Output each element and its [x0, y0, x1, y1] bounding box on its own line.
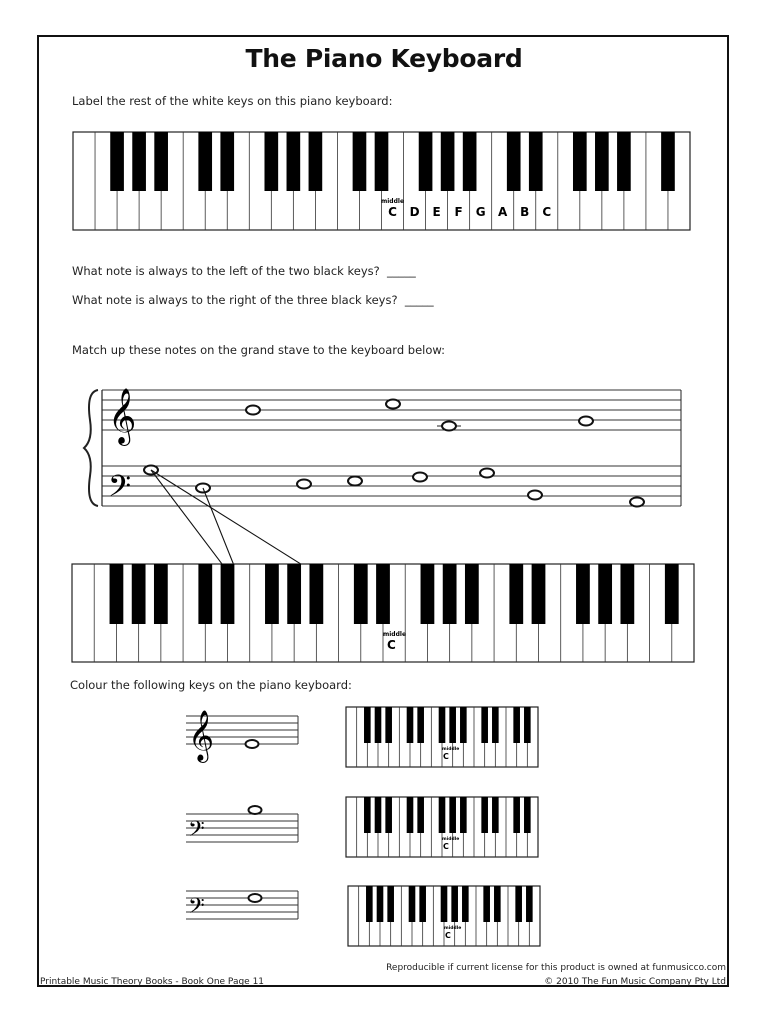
black-key[interactable] [465, 564, 479, 624]
black-key[interactable] [264, 132, 278, 191]
white-key-label: C [542, 205, 552, 219]
keyboard-match-exercise[interactable] [72, 564, 694, 662]
small-keyboard[interactable] [348, 886, 540, 946]
whole-note[interactable] [348, 477, 362, 486]
whole-note[interactable] [442, 422, 456, 431]
black-key[interactable] [287, 132, 301, 191]
small-keyboard[interactable] [346, 797, 538, 857]
black-key[interactable] [665, 564, 679, 624]
black-key[interactable] [364, 707, 371, 743]
footer-copyright: © 2010 The Fun Music Company Pty Ltd [544, 977, 726, 987]
instruction-match-notes: Match up these notes on the grand stave to the keyboard below: [72, 343, 446, 357]
black-key[interactable] [132, 132, 146, 191]
black-key[interactable] [417, 707, 424, 743]
black-key[interactable] [407, 797, 414, 833]
black-key[interactable] [492, 707, 499, 743]
brace [84, 390, 98, 506]
black-key[interactable] [354, 564, 368, 624]
treble-clef-icon: 𝄞 [108, 388, 137, 444]
treble-clef-icon: 𝄞 [188, 710, 215, 761]
black-key[interactable] [407, 707, 414, 743]
footer-license: Reproducible if current license for this product is owned at funmusicco.com [386, 963, 726, 973]
black-key[interactable] [595, 132, 609, 191]
black-key[interactable] [481, 707, 488, 743]
middle-word: middle [381, 198, 405, 205]
black-key[interactable] [524, 707, 531, 743]
whole-note[interactable] [413, 473, 427, 482]
black-key[interactable] [376, 564, 390, 624]
white-key-label: C [388, 205, 397, 219]
black-key[interactable] [463, 132, 477, 191]
black-key[interactable] [598, 564, 612, 624]
black-key[interactable] [483, 886, 490, 922]
black-key[interactable] [198, 564, 212, 624]
black-key[interactable] [198, 132, 212, 191]
black-key[interactable] [661, 132, 675, 191]
black-key[interactable] [529, 132, 543, 191]
middle-word: middle [442, 747, 460, 752]
whole-note[interactable] [249, 894, 262, 902]
black-key[interactable] [309, 564, 323, 624]
black-key[interactable] [462, 886, 469, 922]
black-key[interactable] [573, 132, 587, 191]
bass-clef-icon: 𝄢 [188, 817, 205, 847]
black-key[interactable] [154, 564, 168, 624]
black-key[interactable] [441, 886, 448, 922]
black-key[interactable] [366, 886, 373, 922]
black-key[interactable] [507, 132, 521, 191]
black-key[interactable] [524, 797, 531, 833]
black-key[interactable] [620, 564, 634, 624]
bass-clef-icon: 𝄢 [188, 894, 205, 924]
instruction-label-keys: Label the rest of the white keys on this piano keyboard: [72, 94, 393, 108]
black-key[interactable] [421, 564, 435, 624]
middle-c-label: C [445, 931, 451, 940]
black-key[interactable] [353, 132, 367, 191]
black-key[interactable] [492, 797, 499, 833]
black-key[interactable] [443, 564, 457, 624]
whole-note[interactable] [386, 400, 400, 409]
black-key[interactable] [439, 797, 446, 833]
black-key[interactable] [220, 132, 234, 191]
small-keyboard[interactable] [346, 707, 538, 767]
black-key[interactable] [417, 797, 424, 833]
black-key[interactable] [110, 132, 124, 191]
whole-note[interactable] [579, 417, 593, 426]
black-key[interactable] [364, 797, 371, 833]
black-key[interactable] [526, 886, 533, 922]
black-key[interactable] [265, 564, 279, 624]
middle-c-label: C [443, 752, 449, 761]
white-key-label: G [475, 205, 486, 219]
small-stave [186, 806, 298, 847]
white-key-label: B [520, 205, 530, 219]
question-text: What note is always to the left of the two black keys? [72, 264, 380, 278]
whole-note[interactable] [246, 740, 259, 748]
answer-blank[interactable]: _____ [404, 293, 434, 307]
black-key[interactable] [387, 886, 394, 922]
whole-note[interactable] [297, 480, 311, 489]
colour-exercise[interactable] [186, 707, 540, 946]
black-key[interactable] [419, 132, 433, 191]
black-key[interactable] [532, 564, 546, 624]
small-stave [186, 710, 298, 763]
black-key[interactable] [439, 707, 446, 743]
black-key[interactable] [385, 797, 392, 833]
middle-word: middle [442, 837, 460, 842]
black-key[interactable] [509, 564, 523, 624]
black-key[interactable] [375, 797, 382, 833]
black-key[interactable] [221, 564, 235, 624]
black-key[interactable] [441, 132, 455, 191]
instruction-colour-keys: Colour the following keys on the piano keyboard: [70, 678, 352, 692]
stave-notes[interactable] [144, 400, 644, 507]
middle-c-label: C [387, 638, 396, 652]
black-key[interactable] [449, 797, 456, 833]
answer-blank[interactable]: _____ [387, 264, 416, 278]
black-key[interactable] [110, 564, 124, 624]
black-key[interactable] [375, 132, 389, 191]
whole-note[interactable] [630, 498, 644, 507]
question-text: What note is always to the right of the three black keys? [72, 293, 398, 307]
white-key-label: D [409, 205, 420, 219]
whole-note[interactable] [246, 406, 260, 415]
whole-note[interactable] [480, 469, 494, 478]
black-key[interactable] [460, 707, 467, 743]
white-key-label: A [498, 205, 508, 219]
black-key[interactable] [449, 707, 456, 743]
black-key[interactable] [460, 797, 467, 833]
page-title: The Piano Keyboard [245, 44, 523, 73]
black-key[interactable] [513, 707, 520, 743]
black-key[interactable] [132, 564, 146, 624]
white-key-label: E [432, 205, 441, 219]
black-key[interactable] [377, 886, 384, 922]
white-key-label: F [454, 205, 463, 219]
black-key[interactable] [375, 707, 382, 743]
black-key[interactable] [385, 707, 392, 743]
whole-note[interactable] [528, 491, 542, 500]
footer-book-page: Printable Music Theory Books - Book One Page 11 [40, 977, 265, 987]
middle-word: middle [444, 926, 462, 931]
middle-word: middle [383, 631, 407, 638]
black-key[interactable] [287, 564, 301, 624]
black-key[interactable] [515, 886, 522, 922]
black-key[interactable] [451, 886, 458, 922]
black-key[interactable] [481, 797, 488, 833]
black-key[interactable] [576, 564, 590, 624]
middle-c-label: C [443, 842, 449, 851]
grand-stave [84, 388, 681, 511]
small-stave [186, 891, 298, 924]
black-key[interactable] [494, 886, 501, 922]
black-key[interactable] [419, 886, 426, 922]
black-key[interactable] [154, 132, 168, 191]
bass-clef-icon: 𝄢 [108, 470, 132, 511]
keyboard-label-exercise[interactable] [73, 132, 690, 230]
black-key[interactable] [409, 886, 416, 922]
black-key[interactable] [617, 132, 631, 191]
black-key[interactable] [513, 797, 520, 833]
whole-note[interactable] [249, 806, 262, 814]
black-key[interactable] [309, 132, 323, 191]
